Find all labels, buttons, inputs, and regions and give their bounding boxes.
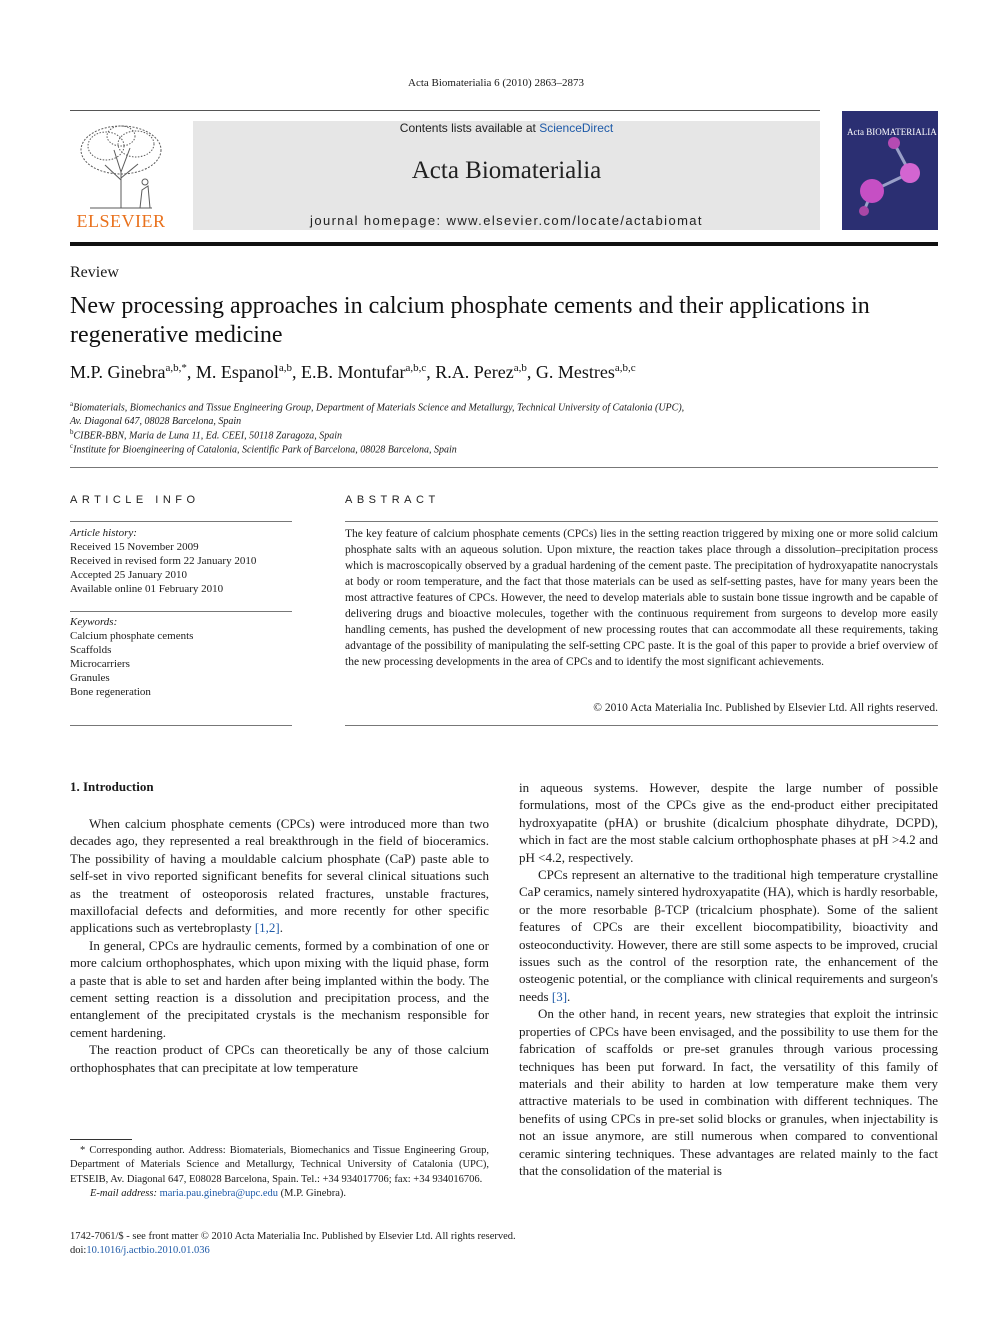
- affiliation-rule: [70, 467, 938, 468]
- email-label: E-mail address:: [90, 1188, 160, 1200]
- article-type: Review: [70, 264, 119, 281]
- paragraph: On the other hand, in recent years, new strategies that exploit the intrinsic properties of CPCs have been envisaged, and the possibility to use them for the fabrication of scaffolds or pre-set granules through various processing techniques has been put forward. In fact, the versatility of this family of materials and their ability to harden at low temperature make them very attractive materials to be used in combination with different techniques. The benefits of using CPCs in pre-set solid blocks or granules, when injectability is not an issue anymore, are still numerous when compared to conventional ceramic sintering techniques. These advantages are related mainly to the fact that the consolidation of the material is: [519, 1006, 938, 1178]
- info-rule-1: [70, 521, 292, 522]
- keywords-label: Keywords:: [70, 616, 118, 628]
- affiliation-a: $^a$Biomaterials, Biomechanics and Tissue Engineering Group, Department of Materials Science and Metallurgy, Technical University of Catalonia (UPC), Av. Diagonal 647, 08028 Barcelona, Spain: [70, 400, 685, 428]
- article-title: New processing approaches in calcium phosphate cements and their applications in regenerative medicine: [70, 293, 870, 348]
- journal-citation: Acta Biomaterialia 6 (2010) 2863–2873: [408, 77, 584, 89]
- paragraph: CPCs represent an alternative to the traditional high temperature crystalline CaP ceramics, namely sintered hydroxyapatite (HA), which is hardly resorbable, or the more resorbable β-TCP (tricalcium phosphate). Some of the salient features of CPCs are their excellent biocompatibility, bioactivity and osteoconductivity. However, there are still some aspects to be improved, crucial issues such as the control of the resorption rate, the enhancement of the osteogenic potential, or the compliance with clinical requirements and surgeon's needs [3].: [519, 867, 938, 1004]
- contents-line: [193, 121, 820, 135]
- author-5[interactable]: G. Mestres$^{a,b,c}$: [535, 362, 636, 382]
- citation-link[interactable]: [3]: [551, 988, 568, 1004]
- doi-link[interactable]: 10.1016/j.actbio.2010.01.036: [86, 1245, 210, 1257]
- info-rule-2: [70, 611, 292, 612]
- article-history: [70, 526, 292, 596]
- info-rule-3: [70, 725, 292, 726]
- history-label: Article history:: [70, 527, 137, 539]
- elsevier-wordmark: ELSEVIER: [76, 211, 166, 231]
- author-1[interactable]: M.P. Ginebra$^{a,b,*}$: [70, 362, 187, 382]
- paragraph: in aqueous systems. However, despite the large number of possible formulations, most of the CPCs give as the end-product either precipitated hydroxyapatite (pHA) or brushite (dicalcium phosphate dihydrate, DCPD), which in fact are the most stable calcium orthophosphate phases at pH >4.2 and pH <4.2, respectively.: [519, 780, 938, 865]
- issn-line: 1742-7061/$ - see front matter © 2010 Acta Materialia Inc. Published by Elsevier Ltd. All rights reserved.: [70, 1231, 516, 1242]
- footnote-rule: [70, 1139, 132, 1140]
- journal-name: Acta Biomaterialia: [411, 157, 602, 184]
- paragraph: The reaction product of CPCs can theoretically be any of those calcium orthophosphates that can precipitate at low temperature: [70, 1042, 489, 1075]
- elsevier-logo[interactable]: [70, 120, 172, 232]
- corresponding-author-footnote: * Corresponding author. Address: Biomaterials, Biomechanics and Tissue Engineering Group, Department of Materials Science and Metallurgy, Technical University of Catalonia (UPC), ETSEIB, Av. Diagonal 647, E08028 Barcelona, Spain. Tel.: +34 934017706; fax: +34 934016706. E-mail address: maria.pau.ginebra@upc.edu (M.P. Ginebra).: [70, 1145, 489, 1200]
- footnote-text: * Corresponding author. Address: Biomaterials, Biomechanics and Tissue Engineering Group, Department of Materials Science and Metallurgy, Technical University of Catalonia (UPC), ETSEIB, Av. Diagonal 647, E08028 Barcelona, Spain. Tel.: +34 934017706; fax: +34 934016706.: [70, 1145, 489, 1185]
- elsevier-tree-icon: [70, 120, 172, 212]
- history-received: Received 15 November 2009: [70, 541, 199, 553]
- body-column-left: [70, 815, 489, 1076]
- keyword-item: Scaffolds: [70, 644, 112, 656]
- affiliation-b: $^b$CIBER-BBN, Maria de Luna 11, Ed. CEEI, 50118 Zaragoza, Spain: [70, 428, 343, 442]
- author-3[interactable]: E.B. Montufar$^{a,b,c}$: [301, 362, 427, 382]
- header-rule: [70, 110, 820, 111]
- keywords: [70, 615, 292, 699]
- introduction-heading: 1. Introduction: [70, 779, 154, 794]
- history-online: Available online 01 February 2010: [70, 583, 224, 595]
- contents-prefix: Contents lists available at: [399, 121, 540, 135]
- paragraph: When calcium phosphate cements (CPCs) were introduced more than two decades ago, they represented a real breakthrough in the field of bioceramics. The possibility of having a mouldable calcium phosphate (CaP) paste able to self-set in vivo reported significant benefits for several clinical situations such as the treatment of osteoporosis related fractures, unstable fractures, maxillofacial defects and deformities, and more recently for other specific applications such as vertebroplasty [1,2].: [70, 816, 489, 936]
- article-info-heading: ARTICLE INFO: [70, 494, 200, 506]
- author-2[interactable]: M. Espanol$^{a,b}$: [195, 362, 293, 382]
- cover-title: Acta BIOMATERIALIA: [847, 127, 937, 137]
- body-column-right: [519, 779, 938, 1179]
- email-link[interactable]: maria.pau.ginebra@upc.edu: [159, 1188, 279, 1200]
- abstract-heading: ABSTRACT: [345, 494, 440, 506]
- front-matter-info: 1742-7061/$ - see front matter © 2010 Acta Materialia Inc. Published by Elsevier Ltd. All rights reserved. doi:10.1016/j.actbio.2010.01.036: [70, 1231, 516, 1257]
- keyword-item: Bone regeneration: [70, 686, 151, 698]
- abstract-rule-1: [345, 521, 938, 522]
- journal-homepage-link[interactable]: journal homepage: www.elsevier.com/locate/actabiomat: [310, 213, 703, 228]
- keyword-item: Microcarriers: [70, 658, 130, 670]
- keyword-item: Calcium phosphate cements: [70, 630, 194, 642]
- sciencedirect-link[interactable]: ScienceDirect: [539, 121, 614, 135]
- history-revised: Received in revised form 22 January 2010: [70, 555, 257, 567]
- journal-banner: [193, 121, 820, 230]
- abstract-copyright: © 2010 Acta Materialia Inc. Published by Elsevier Ltd. All rights reserved.: [593, 702, 938, 714]
- citation-link[interactable]: [1,2]: [254, 920, 280, 936]
- author-4[interactable]: R.A. Perez$^{a,b}$: [435, 362, 527, 382]
- keyword-item: Granules: [70, 672, 110, 684]
- header-thick-rule: [70, 242, 938, 246]
- abstract-rule-2: [345, 725, 938, 726]
- journal-cover-image[interactable]: [842, 111, 938, 230]
- abstract-text: The key feature of calcium phosphate cements (CPCs) lies in the setting reaction triggered by mixing one or more solid calcium phosphate salts with an aqueous solution. Upon mixture, the reaction takes place through a dissolution–precipitation process which is macroscopically observed by a gradual hardening of the cement paste. The precipitation of hydroxyapatite nanocrystals at body or room temperature, and the fact that those materials can be used as self-setting pastes, have for many years been the most attractive features of CPCs. However, the need to develop materials able to sustain bone tissue ingrowth and be capable of delivering drugs and bioactive molecules, together with the continuous requirement from surgeons to develop more easily handling cements, has pushed the development of new processing routes that can accommodate all these requirements, taking advantage of the possibility of manipulating the self-setting CPC paste. It is the goal of this paper to provide a brief overview of the new processing developments in the area of CPCs and to identify the most significant achievements.: [345, 528, 938, 668]
- history-accepted: Accepted 25 January 2010: [70, 569, 187, 581]
- paragraph: In general, CPCs are hydraulic cements, formed by a combination of one or more calcium orthophosphates, which upon mixing with the liquid phase, form a paste that is able to set and harden after being implanted within the body. The cement setting reaction is a dissolution and precipitation process, and the entanglement of the precipitated crystals is the mechanism responsible for cement hardening.: [70, 937, 489, 1040]
- affiliation-c: $^c$Institute for Bioengineering of Catalonia, Scientific Park of Barcelona, 08028 Barcelona, Spain: [70, 442, 457, 456]
- author-list: M.P. Ginebra$^{a,b,*}$, M. Espanol$^{a,b}$, E.B. Montufar$^{a,b,c}$, R.A. Perez$^{a,b}$, G. Mestres$^{a,b,c}$: [70, 362, 636, 382]
